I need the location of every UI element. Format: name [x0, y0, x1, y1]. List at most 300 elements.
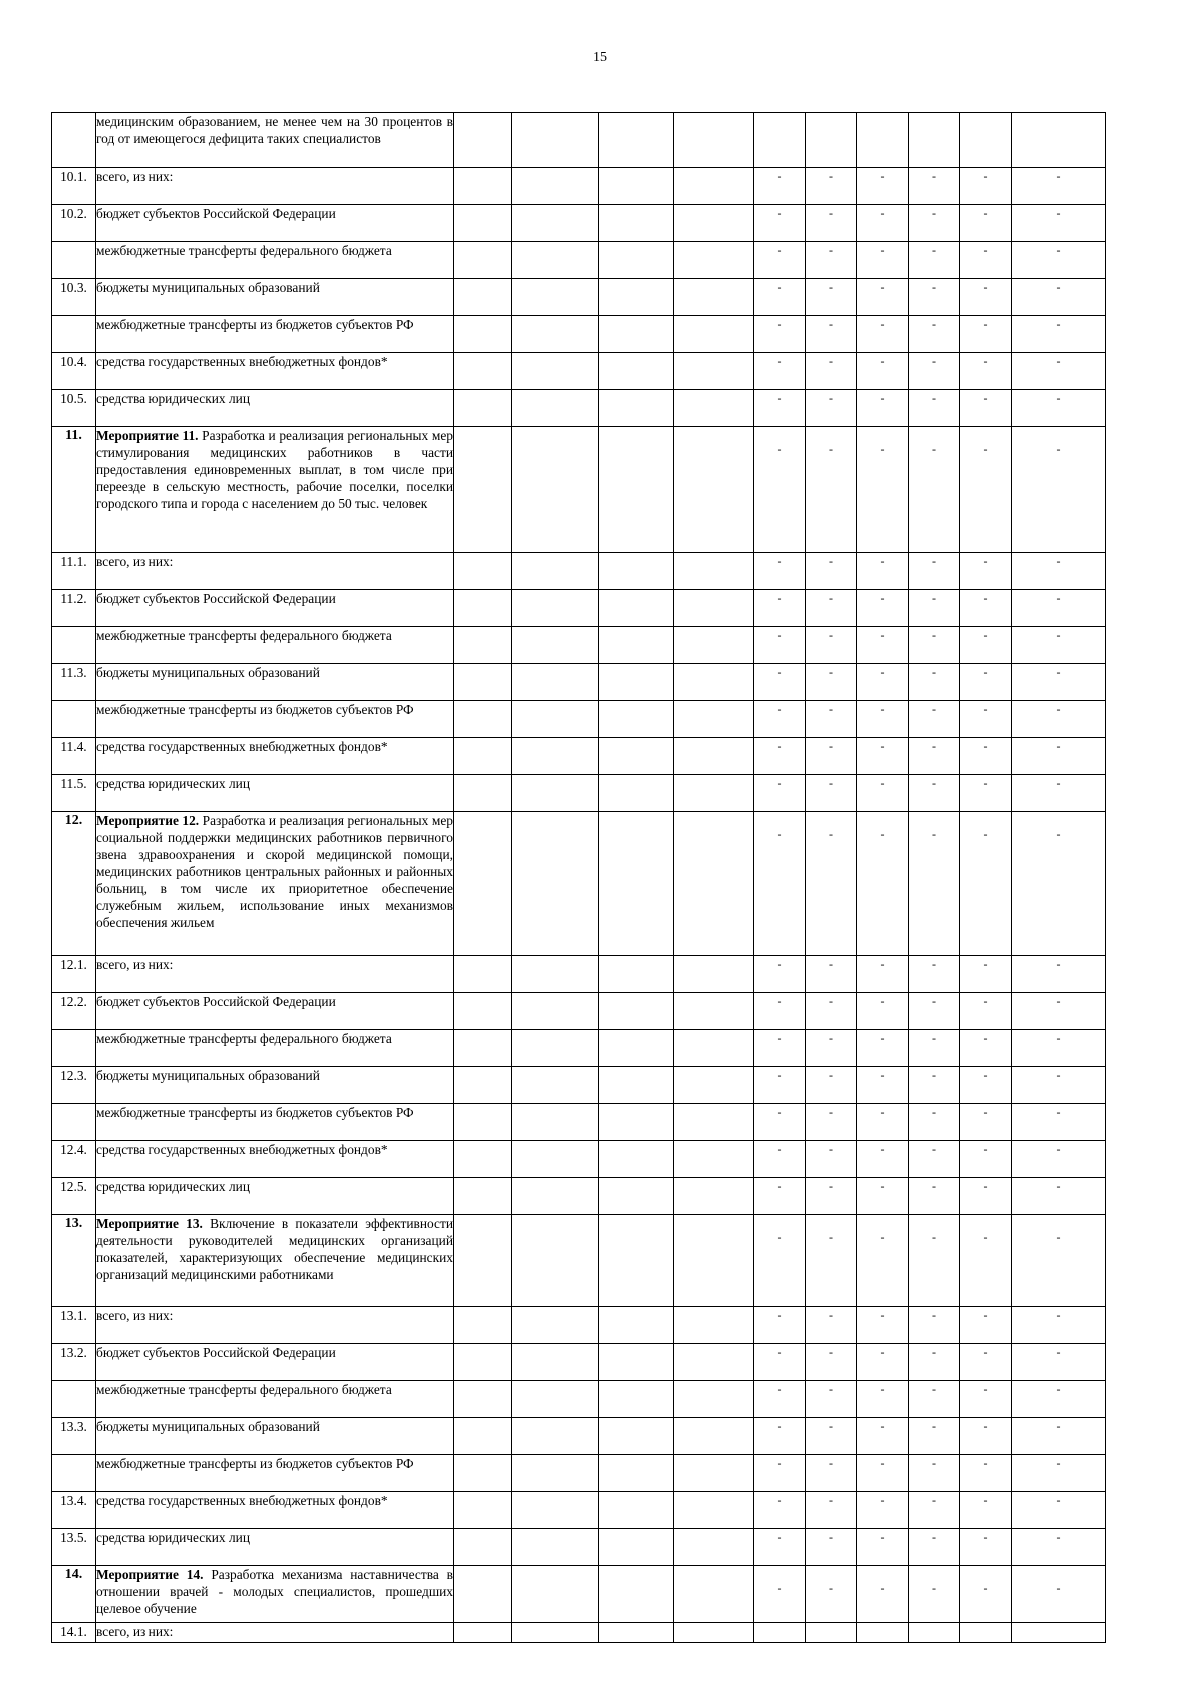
value-cell: -: [857, 390, 909, 427]
row-number: [52, 701, 96, 738]
description-text: межбюджетные трансферты из бюджетов субъектов РФ: [96, 702, 414, 717]
value-cell: -: [806, 1566, 857, 1623]
value-cell: -: [754, 701, 806, 738]
table-row: [52, 353, 1106, 390]
description-text: бюджеты муниципальных образований: [96, 665, 320, 680]
value-cell: -: [909, 590, 960, 627]
empty-cell: [454, 627, 512, 664]
empty-cell: [454, 1566, 512, 1623]
value-cell: [806, 113, 857, 168]
empty-cell: [674, 279, 754, 316]
empty-cell: [599, 168, 674, 205]
value-cell: -: [857, 1215, 909, 1307]
empty-cell: [599, 1566, 674, 1623]
value-cell: -: [960, 390, 1012, 427]
value-cell: -: [857, 1344, 909, 1381]
value-cell: -: [806, 1067, 857, 1104]
row-description: [96, 664, 454, 701]
value-cell: [1012, 1623, 1106, 1643]
value-cell: -: [754, 427, 806, 553]
value-cell: [754, 1623, 806, 1643]
empty-cell: [512, 993, 599, 1030]
event-row: [52, 1566, 1106, 1623]
value-cell: -: [1012, 242, 1106, 279]
empty-cell: [599, 1067, 674, 1104]
value-cell: -: [857, 812, 909, 956]
value-cell: -: [806, 738, 857, 775]
empty-cell: [512, 956, 599, 993]
empty-cell: [512, 1529, 599, 1566]
value-cell: -: [960, 1455, 1012, 1492]
row-number: 13.4.: [52, 1492, 96, 1529]
value-cell: -: [909, 993, 960, 1030]
value-cell: -: [806, 627, 857, 664]
value-cell: -: [960, 353, 1012, 390]
description-text: бюджет субъектов Российской Федерации: [96, 1345, 336, 1360]
empty-cell: [674, 1455, 754, 1492]
value-cell: -: [909, 279, 960, 316]
empty-cell: [674, 664, 754, 701]
empty-cell: [512, 168, 599, 205]
empty-cell: [512, 1381, 599, 1418]
row-number: 13.3.: [52, 1418, 96, 1455]
empty-cell: [599, 1344, 674, 1381]
empty-cell: [674, 113, 754, 168]
value-cell: -: [754, 1067, 806, 1104]
row-number: 12.: [52, 812, 96, 956]
value-cell: -: [960, 1418, 1012, 1455]
value-cell: -: [1012, 664, 1106, 701]
value-cell: -: [857, 427, 909, 553]
empty-cell: [512, 316, 599, 353]
empty-cell: [599, 1030, 674, 1067]
value-cell: -: [1012, 775, 1106, 812]
row-description: [96, 427, 454, 553]
value-cell: -: [857, 1030, 909, 1067]
empty-cell: [599, 1215, 674, 1307]
value-cell: -: [806, 1030, 857, 1067]
description-text: межбюджетные трансферты из бюджетов субъектов РФ: [96, 1105, 414, 1120]
value-cell: -: [857, 1104, 909, 1141]
empty-cell: [454, 1141, 512, 1178]
row-number: [52, 1381, 96, 1418]
table-row: [52, 205, 1106, 242]
description-text: бюджеты муниципальных образований: [96, 1419, 320, 1434]
empty-cell: [454, 1104, 512, 1141]
description-text: Разработка и реализация региональных мер социальной поддержки медицинских работников первичного звена здравоохранения и скорой медицинской помощи, медицинских работников центральных районных и районных больниц, в том числе их приоритетное обеспечение служебным жильем, использование иных механизмов обеспечения жильем: [96, 813, 453, 930]
table-row: [52, 1623, 1106, 1643]
row-number: 12.5.: [52, 1178, 96, 1215]
value-cell: -: [960, 1030, 1012, 1067]
value-cell: -: [754, 738, 806, 775]
row-number: [52, 1104, 96, 1141]
empty-cell: [674, 1067, 754, 1104]
empty-cell: [454, 775, 512, 812]
row-description: [96, 1067, 454, 1104]
row-number: [52, 627, 96, 664]
empty-cell: [674, 1104, 754, 1141]
value-cell: -: [909, 553, 960, 590]
row-description: [96, 390, 454, 427]
empty-cell: [674, 1215, 754, 1307]
row-number: 10.5.: [52, 390, 96, 427]
value-cell: -: [1012, 590, 1106, 627]
value-cell: -: [1012, 316, 1106, 353]
empty-cell: [454, 390, 512, 427]
empty-cell: [454, 993, 512, 1030]
value-cell: -: [754, 1455, 806, 1492]
empty-cell: [599, 553, 674, 590]
empty-cell: [512, 1455, 599, 1492]
value-cell: -: [960, 590, 1012, 627]
empty-cell: [674, 812, 754, 956]
empty-cell: [674, 1492, 754, 1529]
value-cell: -: [806, 353, 857, 390]
table-row: [52, 390, 1106, 427]
description-text: межбюджетные трансферты из бюджетов субъектов РФ: [96, 317, 414, 332]
value-cell: [960, 1623, 1012, 1643]
value-cell: -: [1012, 1381, 1106, 1418]
description-text: бюджет субъектов Российской Федерации: [96, 591, 336, 606]
description-text: бюджеты муниципальных образований: [96, 1068, 320, 1083]
value-cell: -: [806, 956, 857, 993]
value-cell: -: [806, 279, 857, 316]
value-cell: -: [909, 775, 960, 812]
value-cell: -: [960, 1344, 1012, 1381]
empty-cell: [674, 1381, 754, 1418]
empty-cell: [512, 701, 599, 738]
value-cell: -: [909, 316, 960, 353]
value-cell: -: [909, 1030, 960, 1067]
value-cell: -: [960, 627, 1012, 664]
empty-cell: [674, 1529, 754, 1566]
empty-cell: [599, 1529, 674, 1566]
value-cell: -: [754, 1566, 806, 1623]
value-cell: -: [806, 1381, 857, 1418]
row-number: 10.3.: [52, 279, 96, 316]
value-cell: -: [857, 279, 909, 316]
value-cell: -: [754, 316, 806, 353]
value-cell: -: [960, 956, 1012, 993]
value-cell: -: [806, 993, 857, 1030]
empty-cell: [674, 353, 754, 390]
empty-cell: [512, 664, 599, 701]
row-description: [96, 205, 454, 242]
empty-cell: [512, 812, 599, 956]
empty-cell: [674, 205, 754, 242]
table-row: [52, 113, 1106, 168]
row-number: 14.1.: [52, 1623, 96, 1643]
empty-cell: [512, 553, 599, 590]
value-cell: -: [754, 1529, 806, 1566]
row-description: [96, 1141, 454, 1178]
event-title: Мероприятие 14.: [96, 1567, 204, 1582]
row-description: [96, 993, 454, 1030]
empty-cell: [674, 993, 754, 1030]
value-cell: -: [960, 993, 1012, 1030]
empty-cell: [512, 279, 599, 316]
description-text: средства юридических лиц: [96, 776, 250, 791]
value-cell: -: [1012, 353, 1106, 390]
empty-cell: [599, 738, 674, 775]
description-text: всего, из них:: [96, 1624, 174, 1639]
value-cell: -: [754, 242, 806, 279]
empty-cell: [454, 1215, 512, 1307]
table-row: [52, 1067, 1106, 1104]
value-cell: -: [960, 205, 1012, 242]
event-title: Мероприятие 12.: [96, 813, 200, 828]
value-cell: -: [806, 1529, 857, 1566]
value-cell: -: [960, 242, 1012, 279]
empty-cell: [454, 316, 512, 353]
value-cell: -: [960, 812, 1012, 956]
value-cell: -: [857, 205, 909, 242]
empty-cell: [454, 1418, 512, 1455]
table-row: [52, 1529, 1106, 1566]
value-cell: [857, 113, 909, 168]
empty-cell: [454, 279, 512, 316]
value-cell: -: [960, 427, 1012, 553]
empty-cell: [512, 1067, 599, 1104]
value-cell: -: [857, 664, 909, 701]
row-number: 13.2.: [52, 1344, 96, 1381]
empty-cell: [512, 1566, 599, 1623]
page-number: 15: [593, 50, 607, 65]
value-cell: -: [1012, 1566, 1106, 1623]
value-cell: -: [806, 1492, 857, 1529]
row-number: 11.4.: [52, 738, 96, 775]
row-number: 13.: [52, 1215, 96, 1307]
value-cell: -: [909, 1178, 960, 1215]
value-cell: -: [1012, 812, 1106, 956]
value-cell: -: [960, 1529, 1012, 1566]
description-text: бюджеты муниципальных образований: [96, 280, 320, 295]
value-cell: -: [754, 775, 806, 812]
row-description: [96, 1566, 454, 1623]
value-cell: -: [960, 279, 1012, 316]
value-cell: -: [960, 1141, 1012, 1178]
value-cell: -: [806, 1104, 857, 1141]
value-cell: -: [909, 1215, 960, 1307]
empty-cell: [454, 1529, 512, 1566]
value-cell: -: [754, 1381, 806, 1418]
value-cell: -: [909, 390, 960, 427]
value-cell: -: [857, 1566, 909, 1623]
value-cell: -: [857, 1492, 909, 1529]
row-number: 10.1.: [52, 168, 96, 205]
value-cell: [909, 1623, 960, 1643]
value-cell: -: [857, 1529, 909, 1566]
value-cell: -: [1012, 1215, 1106, 1307]
empty-cell: [454, 1030, 512, 1067]
row-description: [96, 590, 454, 627]
value-cell: -: [857, 1178, 909, 1215]
row-description: [96, 775, 454, 812]
value-cell: -: [1012, 956, 1106, 993]
row-number: 12.2.: [52, 993, 96, 1030]
value-cell: -: [754, 1030, 806, 1067]
empty-cell: [674, 1307, 754, 1344]
value-cell: -: [754, 1141, 806, 1178]
row-description: [96, 242, 454, 279]
value-cell: -: [857, 1381, 909, 1418]
table-row: [52, 1307, 1106, 1344]
value-cell: -: [909, 1455, 960, 1492]
empty-cell: [599, 627, 674, 664]
row-description: [96, 553, 454, 590]
value-cell: -: [960, 316, 1012, 353]
value-cell: -: [754, 590, 806, 627]
value-cell: -: [806, 1215, 857, 1307]
row-number: 12.3.: [52, 1067, 96, 1104]
row-number: 11.3.: [52, 664, 96, 701]
value-cell: -: [857, 1455, 909, 1492]
value-cell: -: [960, 775, 1012, 812]
value-cell: -: [909, 353, 960, 390]
table-row: [52, 664, 1106, 701]
row-number: 10.2.: [52, 205, 96, 242]
empty-cell: [674, 1623, 754, 1643]
empty-cell: [512, 1104, 599, 1141]
value-cell: -: [857, 956, 909, 993]
value-cell: -: [754, 353, 806, 390]
value-cell: -: [1012, 1529, 1106, 1566]
value-cell: -: [1012, 1455, 1106, 1492]
value-cell: -: [754, 1344, 806, 1381]
empty-cell: [454, 168, 512, 205]
value-cell: -: [754, 553, 806, 590]
row-number: [52, 1030, 96, 1067]
row-description: [96, 279, 454, 316]
value-cell: -: [1012, 627, 1106, 664]
description-text: всего, из них:: [96, 1308, 174, 1323]
value-cell: -: [960, 553, 1012, 590]
empty-cell: [454, 205, 512, 242]
description-text: межбюджетные трансферты из бюджетов субъектов РФ: [96, 1456, 414, 1471]
table-row: [52, 956, 1106, 993]
row-description: [96, 1030, 454, 1067]
value-cell: -: [1012, 390, 1106, 427]
empty-cell: [512, 775, 599, 812]
empty-cell: [599, 205, 674, 242]
empty-cell: [454, 1344, 512, 1381]
row-description: [96, 701, 454, 738]
value-cell: -: [1012, 1141, 1106, 1178]
value-cell: -: [960, 738, 1012, 775]
row-description: [96, 812, 454, 956]
value-cell: [806, 1623, 857, 1643]
value-cell: -: [806, 1307, 857, 1344]
table-row: [52, 316, 1106, 353]
empty-cell: [599, 1492, 674, 1529]
empty-cell: [674, 1566, 754, 1623]
value-cell: -: [806, 590, 857, 627]
empty-cell: [599, 1307, 674, 1344]
value-cell: -: [806, 701, 857, 738]
funding-table: [51, 112, 1106, 1643]
value-cell: -: [806, 390, 857, 427]
table-body: [52, 113, 1106, 1643]
empty-cell: [674, 1418, 754, 1455]
row-description: [96, 1344, 454, 1381]
empty-cell: [599, 993, 674, 1030]
value-cell: -: [909, 1566, 960, 1623]
value-cell: -: [806, 1141, 857, 1178]
empty-cell: [454, 1623, 512, 1643]
empty-cell: [599, 1623, 674, 1643]
empty-cell: [512, 590, 599, 627]
description-text: всего, из них:: [96, 957, 174, 972]
empty-cell: [599, 775, 674, 812]
value-cell: -: [909, 956, 960, 993]
empty-cell: [674, 1178, 754, 1215]
value-cell: -: [1012, 993, 1106, 1030]
value-cell: -: [806, 1178, 857, 1215]
empty-cell: [454, 1067, 512, 1104]
table-row: [52, 1381, 1106, 1418]
value-cell: -: [857, 627, 909, 664]
value-cell: -: [806, 775, 857, 812]
value-cell: -: [806, 664, 857, 701]
empty-cell: [599, 590, 674, 627]
row-description: [96, 353, 454, 390]
value-cell: -: [754, 205, 806, 242]
empty-cell: [599, 1141, 674, 1178]
value-cell: -: [909, 427, 960, 553]
event-title: Мероприятие 11.: [96, 428, 199, 443]
value-cell: -: [754, 664, 806, 701]
value-cell: -: [909, 1067, 960, 1104]
value-cell: -: [754, 1492, 806, 1529]
value-cell: -: [1012, 1104, 1106, 1141]
value-cell: -: [1012, 1067, 1106, 1104]
value-cell: -: [909, 701, 960, 738]
description-text: межбюджетные трансферты федерального бюджета: [96, 243, 392, 258]
row-description: [96, 1418, 454, 1455]
table-row: [52, 701, 1106, 738]
row-number: 10.4.: [52, 353, 96, 390]
value-cell: -: [857, 590, 909, 627]
empty-cell: [512, 390, 599, 427]
value-cell: -: [857, 353, 909, 390]
empty-cell: [454, 1307, 512, 1344]
empty-cell: [599, 1418, 674, 1455]
value-cell: -: [806, 242, 857, 279]
empty-cell: [599, 427, 674, 553]
table-row: [52, 590, 1106, 627]
empty-cell: [674, 390, 754, 427]
row-description: [96, 1529, 454, 1566]
event-row: [52, 1215, 1106, 1307]
description-text: медицинским образованием, не менее чем на 30 процентов в год от имеющегося дефицита таких специалистов: [96, 114, 453, 146]
description-text: бюджет субъектов Российской Федерации: [96, 206, 336, 221]
value-cell: -: [806, 168, 857, 205]
empty-cell: [512, 738, 599, 775]
empty-cell: [512, 1030, 599, 1067]
value-cell: -: [909, 1381, 960, 1418]
empty-cell: [599, 956, 674, 993]
event-title: Мероприятие 13.: [96, 1216, 203, 1231]
empty-cell: [674, 738, 754, 775]
value-cell: -: [857, 1067, 909, 1104]
empty-cell: [599, 1381, 674, 1418]
table-row: [52, 1418, 1106, 1455]
value-cell: -: [909, 1529, 960, 1566]
row-number: 12.4.: [52, 1141, 96, 1178]
description-text: Разработка механизма наставничества в отношении врачей - молодых специалистов, прошедших целевое обучение: [96, 1567, 453, 1616]
table-row: [52, 242, 1106, 279]
row-number: 13.1.: [52, 1307, 96, 1344]
